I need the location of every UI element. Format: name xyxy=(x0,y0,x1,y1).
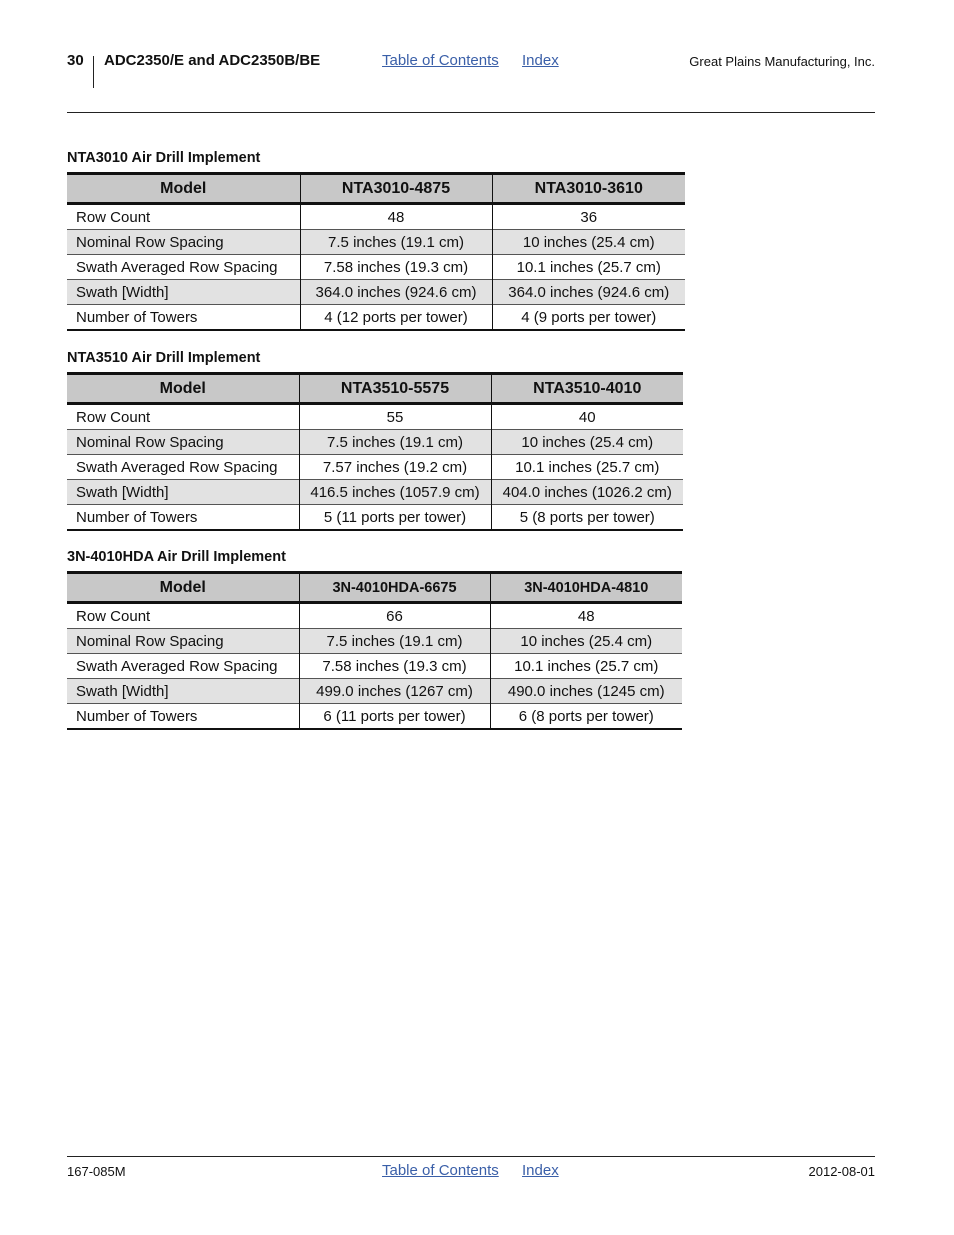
table-cell: 5 (8 ports per tower) xyxy=(491,505,683,531)
section-title: 3N-4010HDA Air Drill Implement xyxy=(67,549,286,565)
row-label: Swath [Width] xyxy=(67,679,299,704)
table-header-row xyxy=(67,174,685,204)
table-cell: 55 xyxy=(299,404,491,430)
table-header-row xyxy=(67,374,683,404)
row-label: Row Count xyxy=(67,404,299,430)
table-cell: 10 inches (25.4 cm) xyxy=(490,629,682,654)
table-cell: 499.0 inches (1267 cm) xyxy=(299,679,490,704)
row-label: Swath Averaged Row Spacing xyxy=(67,455,299,480)
table-row xyxy=(67,204,685,230)
column-header: NTA3010-4875 xyxy=(300,174,492,204)
page-header xyxy=(0,0,954,114)
company-name: Great Plains Manufacturing, Inc. xyxy=(689,54,875,69)
row-label: Row Count xyxy=(67,204,300,230)
table-row xyxy=(67,280,685,305)
row-label: Nominal Row Spacing xyxy=(67,629,299,654)
spec-table-nta3010 xyxy=(67,172,685,331)
part-number: 167-085M xyxy=(67,1164,126,1179)
table-row xyxy=(67,455,683,480)
table-cell: 7.57 inches (19.2 cm) xyxy=(299,455,491,480)
nta3510-section xyxy=(67,350,683,531)
table-cell: 10 inches (25.4 cm) xyxy=(491,430,683,455)
nta3010-section xyxy=(67,150,685,331)
page-footer xyxy=(0,1150,954,1210)
table-cell: 66 xyxy=(299,603,490,629)
section-title: NTA3510 Air Drill Implement xyxy=(67,350,261,366)
column-header: Model xyxy=(67,374,299,404)
table-row xyxy=(67,505,683,531)
table-row xyxy=(67,230,685,255)
table-row xyxy=(67,704,682,730)
table-cell: 7.5 inches (19.1 cm) xyxy=(299,430,491,455)
table-row xyxy=(67,654,682,679)
toc-link-bottom[interactable]: Table of Contents xyxy=(382,1162,499,1179)
table-cell: 7.58 inches (19.3 cm) xyxy=(299,654,490,679)
row-label: Number of Towers xyxy=(67,704,299,730)
header-rule xyxy=(67,112,875,113)
table-cell: 10.1 inches (25.7 cm) xyxy=(490,654,682,679)
row-label: Row Count xyxy=(67,603,299,629)
row-label: Swath Averaged Row Spacing xyxy=(67,654,299,679)
index-link-top[interactable]: Index xyxy=(522,52,559,69)
table-cell: 10.1 inches (25.7 cm) xyxy=(491,455,683,480)
section-title: NTA3010 Air Drill Implement xyxy=(67,150,261,166)
page-number: 30 xyxy=(67,52,84,69)
table-cell: 404.0 inches (1026.2 cm) xyxy=(491,480,683,505)
spec-table-3n-4010hda xyxy=(67,571,682,730)
table-row xyxy=(67,255,685,280)
toc-link-top[interactable]: Table of Contents xyxy=(382,52,499,69)
column-header: 3N-4010HDA-6675 xyxy=(299,573,490,603)
row-label: Nominal Row Spacing xyxy=(67,430,299,455)
table-cell: 364.0 inches (924.6 cm) xyxy=(492,280,685,305)
table-cell: 4 (9 ports per tower) xyxy=(492,305,685,331)
table-cell: 6 (11 ports per tower) xyxy=(299,704,490,730)
table-cell: 7.5 inches (19.1 cm) xyxy=(299,629,490,654)
column-header: Model xyxy=(67,573,299,603)
table-cell: 10 inches (25.4 cm) xyxy=(492,230,685,255)
table-cell: 6 (8 ports per tower) xyxy=(490,704,682,730)
column-header: Model xyxy=(67,174,300,204)
row-label: Number of Towers xyxy=(67,505,299,531)
row-label: Swath Averaged Row Spacing xyxy=(67,255,300,280)
table-cell: 48 xyxy=(300,204,492,230)
table-cell: 7.5 inches (19.1 cm) xyxy=(300,230,492,255)
table-cell: 48 xyxy=(490,603,682,629)
spec-table-nta3510 xyxy=(67,372,683,531)
table-row xyxy=(67,480,683,505)
row-label: Nominal Row Spacing xyxy=(67,230,300,255)
table-row xyxy=(67,305,685,331)
table-cell: 364.0 inches (924.6 cm) xyxy=(300,280,492,305)
column-header: NTA3010-3610 xyxy=(492,174,685,204)
row-label: Swath [Width] xyxy=(67,280,300,305)
document-title: ADC2350/E and ADC2350B/BE xyxy=(104,52,321,69)
column-header: NTA3510-4010 xyxy=(491,374,683,404)
3n-4010hda-section xyxy=(67,549,682,730)
table-row xyxy=(67,603,682,629)
table-cell: 5 (11 ports per tower) xyxy=(299,505,491,531)
table-cell: 7.58 inches (19.3 cm) xyxy=(300,255,492,280)
table-cell: 490.0 inches (1245 cm) xyxy=(490,679,682,704)
header-divider xyxy=(93,56,94,88)
table-cell: 40 xyxy=(491,404,683,430)
column-header: 3N-4010HDA-4810 xyxy=(490,573,682,603)
table-cell: 36 xyxy=(492,204,685,230)
table-cell: 416.5 inches (1057.9 cm) xyxy=(299,480,491,505)
column-header: NTA3510-5575 xyxy=(299,374,491,404)
index-link-bottom[interactable]: Index xyxy=(522,1162,559,1179)
table-cell: 10.1 inches (25.7 cm) xyxy=(492,255,685,280)
table-row xyxy=(67,430,683,455)
footer-rule xyxy=(67,1156,875,1157)
row-label: Swath [Width] xyxy=(67,480,299,505)
publication-date: 2012-08-01 xyxy=(808,1164,875,1179)
table-row xyxy=(67,679,682,704)
table-header-row xyxy=(67,573,682,603)
table-row xyxy=(67,404,683,430)
table-row xyxy=(67,629,682,654)
row-label: Number of Towers xyxy=(67,305,300,331)
table-cell: 4 (12 ports per tower) xyxy=(300,305,492,331)
